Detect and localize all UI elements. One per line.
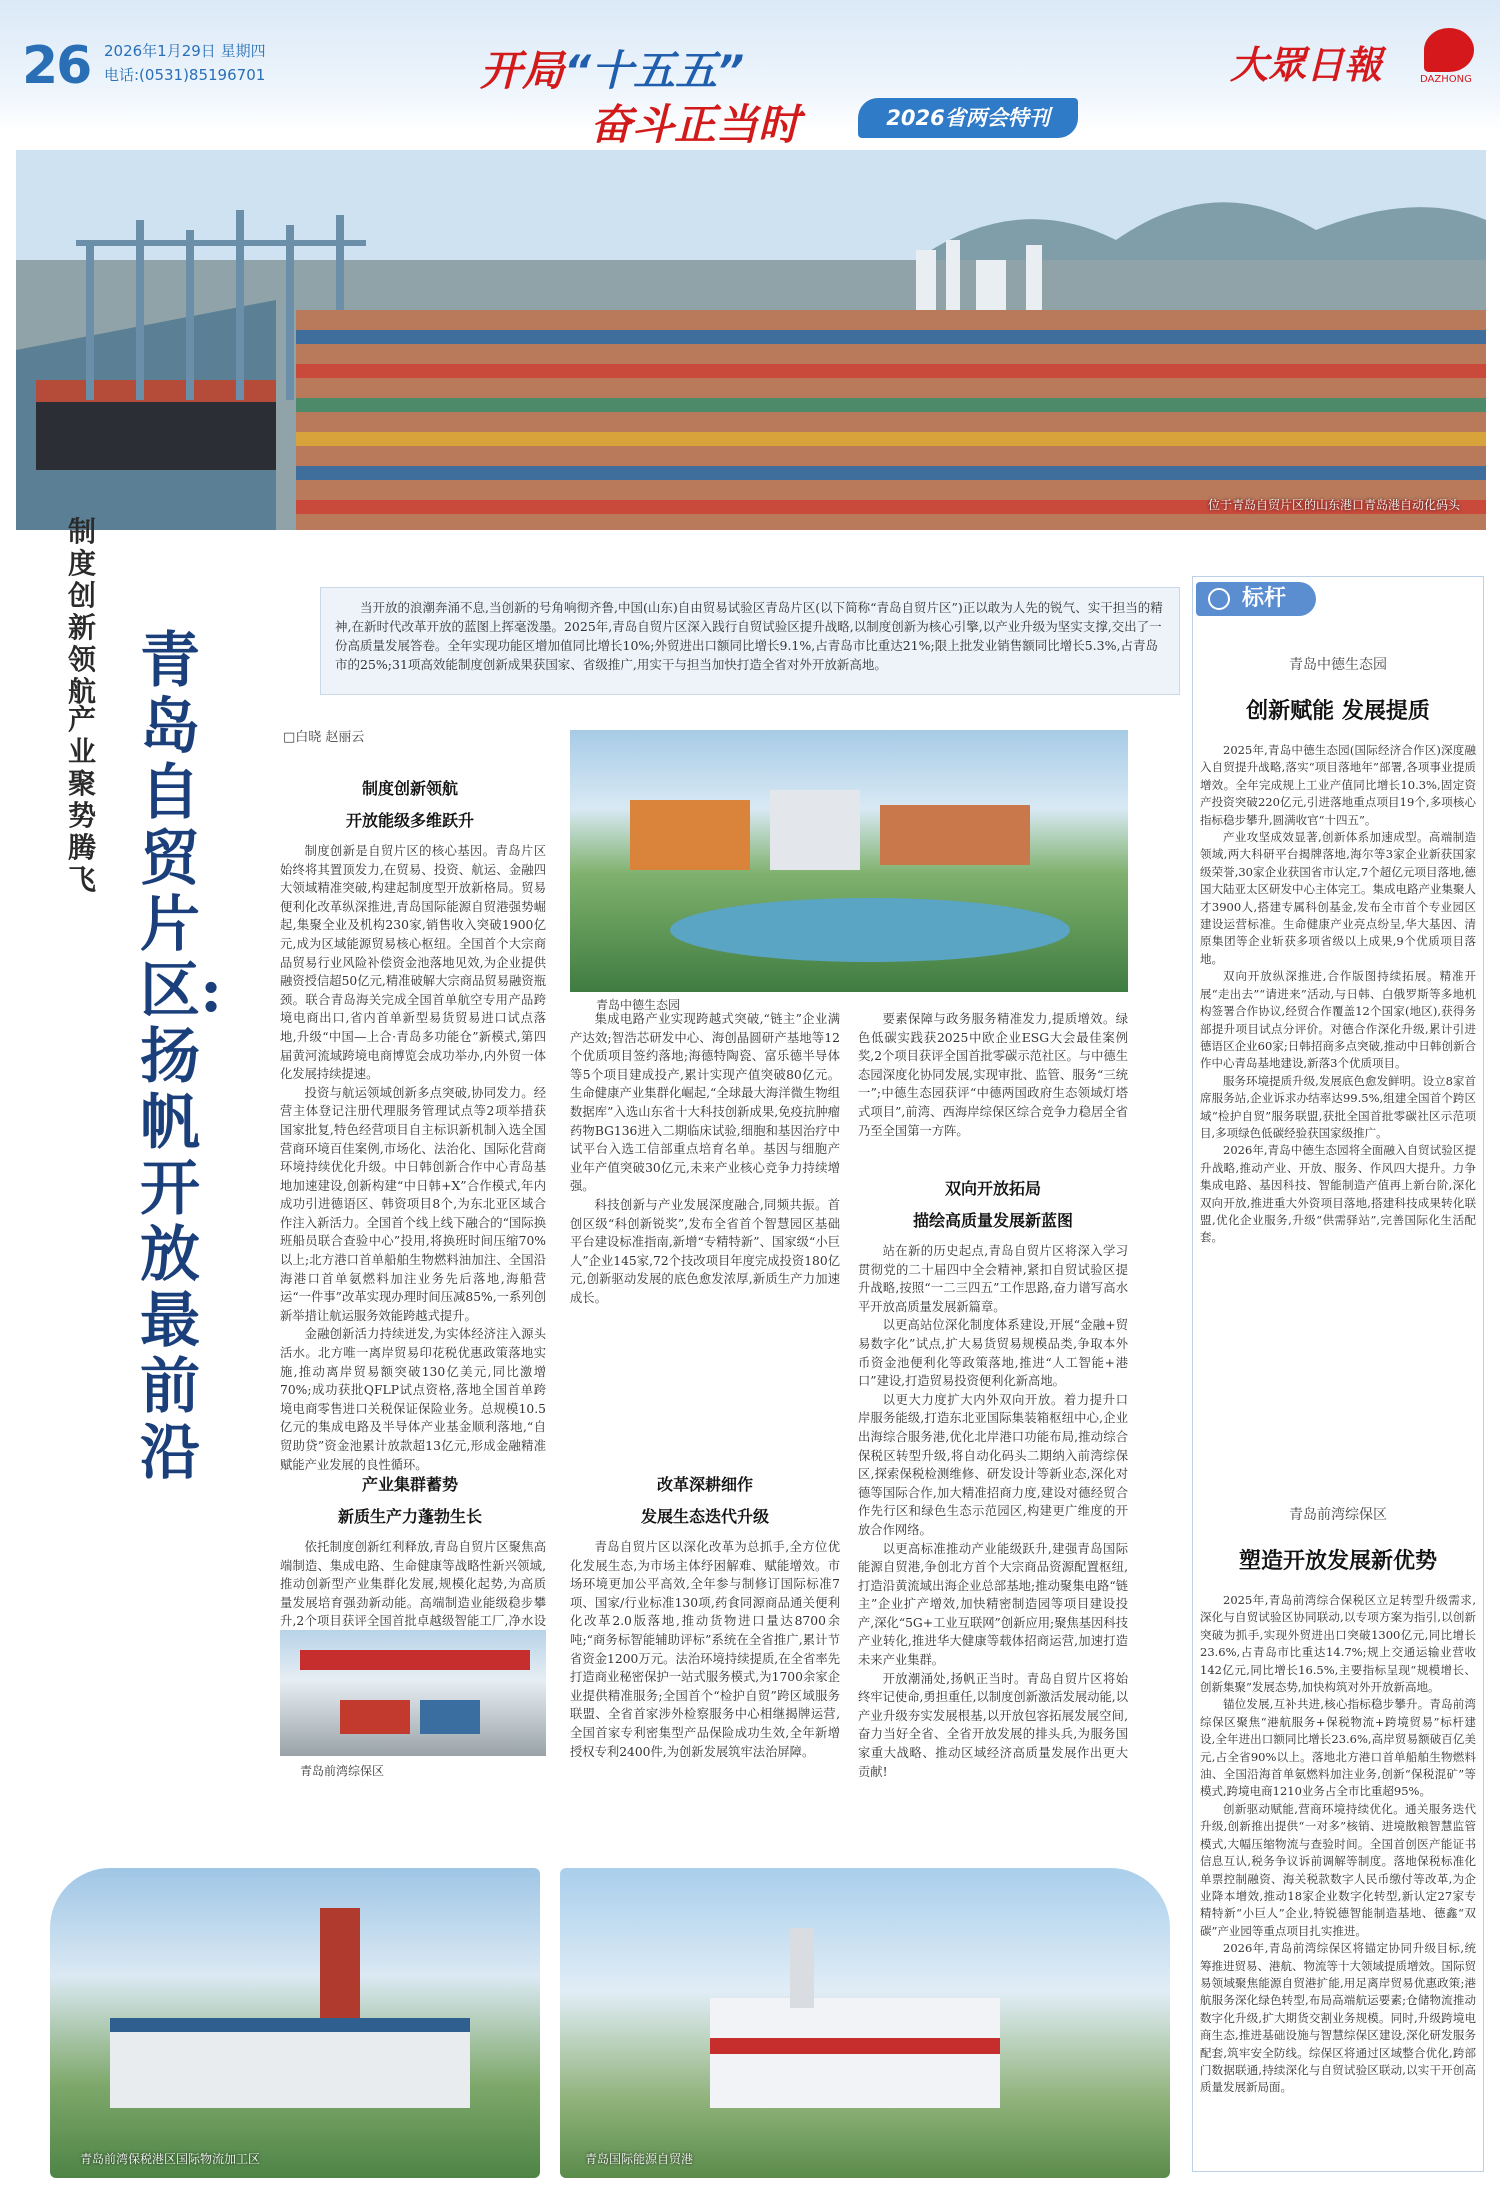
- bottom-right-illustration: [560, 1868, 1170, 2178]
- section4-title2: 发展生态迭代升级: [640, 1507, 769, 1526]
- paragraph: 2026年,青岛中德生态园将全面融入自贸试验区提升战略,推动产业、开放、服务、作风四大提升。力争集成电路、基因科技、智能制造产值再上新台阶,深化双向开放,推进重大外资项目落地,搭建科技成果转化联盟,优化企业服务,升级“供需驿站”,完善国际化生活配套。: [1200, 1143, 1476, 1245]
- bottom-left-caption: 青岛前湾保税港区国际物流加工区: [80, 2152, 261, 2166]
- section1-title1: 制度创新领航: [361, 779, 458, 798]
- sidebar-block1-head: 创新赋能 发展提质: [1246, 698, 1430, 724]
- paragraph: 以更高站位深化制度体系建设,开展“金融+贸易数字化”试点,扩大易货贸易规模品类,争取本外币资金池便利化等政策落地,推进“人工智能+港口”建设,打造贸易投资便利化新高地。: [858, 1318, 1128, 1389]
- newspaper-logo: 大眾日報: [1230, 42, 1383, 87]
- lake: [670, 898, 1070, 962]
- hero-caption: 位于青岛自贸片区的山东港口青岛港自动化码头: [1207, 498, 1460, 512]
- section4-title1: 改革深耕细作: [656, 1475, 753, 1494]
- paragraph: 依托制度创新红利释放,青岛自贸片区聚焦高端制造、集成电路、生命健康等战略性新兴领域,推动创新型产业集群化发展,规模化起势,为高质量发展培育强劲新动能。高端制造业能级稳步攀升,2个项目获评全国首批卓越级智能工厂,净水设: [280, 1540, 546, 1629]
- building: [880, 805, 1030, 865]
- main-headline: 青岛自贸片区:扬帆开放最前沿: [140, 626, 223, 1488]
- section3-body2: [858, 1242, 1128, 1779]
- page-number: 26: [22, 36, 91, 96]
- paragraph: 2025年,青岛前湾综合保税区立足转型升级需求,深化与自贸试验区协同联动,以专项方案为指引,以创新突破为抓手,实现外贸进出口突破1300亿元,同比增长23.6%,占青岛市比重达14.7%;规上交通运输业营收142亿元,同比增长16.5%,主要指标呈现“规模增长、创新集聚”发展态势,加快构筑对外开放新高地。: [1200, 1593, 1476, 1695]
- paragraph: 双向开放纵深推进,合作版图持续拓展。精准开展“走出去”“请进来”活动,与日韩、白俄罗斯等多地机构签署合作协议,经贸合作覆盖12个国家(地区),获得务部提升项目试点分评价。对德合作深化升级,累计引进德语区企业60家;日韩招商多点突破,推动中日韩创新合作中心青岛基地建设,新落3个优质项目。: [1200, 969, 1476, 1071]
- sidebar-block1-body: [1200, 742, 1476, 1488]
- logo-emblem-icon: [1424, 28, 1474, 72]
- building: [770, 790, 860, 870]
- special-issue-ribbon: 2026省两会特刊: [858, 98, 1078, 138]
- bottom-left-illustration: [50, 1868, 540, 2178]
- special-title-line2: 奋斗正当时: [590, 100, 801, 149]
- subheadline-1: 制度创新领航: [68, 515, 97, 708]
- flag-icon: [1208, 588, 1230, 610]
- building-banner: [710, 2038, 1000, 2054]
- paragraph: 科技创新与产业发展深度融合,同频共振。首创区级“科创新锐奖”,发布全省首个智慧园区基础平台建设标准指南,新增“专精特新”、国家级“小巨人”企业145家,72个技改项目年度完成投资180亿元,创新驱动发展的底色愈发浓厚,新质生产力加速成长。: [570, 1197, 840, 1305]
- paragraph: 集成电路产业实现跨越式突破,“链主”企业满产达效;智浩芯研发中心、海创晶圆研产基地等12个优质项目签约落地;海德特陶瓷、富乐德半导体等5个项目建成投产,累计实现产值突破80亿元。生命健康产业集群化崛起,“全球最大海洋微生物组数据库”入选山东省十大科技创新成果,免疫抗肿瘤药物BG136进入二期临床试验,细胞和基因治疗中试平台入选工信部重点培育名单。基因与细胞产业年产值突破30亿元,未来产业核心竞争力持续增强。: [570, 1012, 840, 1194]
- sidebar-tag: 标杆: [1196, 582, 1316, 616]
- zhongde-caption: 青岛中德生态园: [596, 998, 681, 1012]
- sidebar-block2-body: [1200, 1592, 1476, 2164]
- paragraph: 投资与航运领域创新多点突破,协同发力。经营主体登记注册代理服务管理试点等2项举措获国家批复,特色经营项目自主标识新机制入选全国营商环境百佳案例,市场化、法治化、国际化营商环境持续优化升级。中日韩创新合作中心青岛基地加速建设,创新构建“中日韩+X”合作模式,年内成功引进德语区、韩资项目8个,为东北亚区域合作注入新活力。全国首个线上线下融合的“国际换班船员联合查验中心”投用,将换班时间压缩70%以上;北方港口首单船舶生物燃料油加注、全国沿海港口首单氨燃料加注业务先后落地,海船营运“一件事”改革实现办理时间压减85%,一系列创新举措让航运服务效能跨越式提升。: [280, 1085, 546, 1323]
- sidebar-block2-kicker: 青岛前湾综保区: [1289, 1507, 1387, 1523]
- section3-title1: 双向开放拓局: [944, 1179, 1041, 1198]
- container-ship: [36, 400, 276, 470]
- section1-title2: 开放能级多维跃升: [345, 811, 474, 830]
- paragraph: 以更大力度扩大内外双向开放。着力提升口岸服务能级,打造东北亚国际集装箱枢纽中心,企业出海综合服务港,优化北岸港口功能布局,推动综合保税区转型升级,将自动化码头二期纳入前湾综保区,探索保税检测维修、研发设计等新业态,深化对德等国际合作,加大精准招商力度,建设对德经贸合作先行区和绿色生态示范园区,构建更广维度的开放合作网络。: [858, 1392, 1128, 1537]
- building: [630, 800, 750, 870]
- section2-title1: 产业集群蓄势: [361, 1475, 458, 1494]
- author-byline: □白晓 赵丽云: [283, 730, 365, 745]
- paragraph: 要素保障与政务服务精准发力,提质增效。绿色低碳实践获2025中欧企业ESG大会最佳案例奖,2个项目获评全国首批零碳示范社区。与中德生态园深度化协同发展,实现审批、监管、服务“三统一”;中德生态园获评“中德两国政府生态领域灯塔式项目”,前湾、西海岸综保区综合竞争力稳居全省乃至全国第一方阵。: [858, 1012, 1128, 1138]
- zhongde-illustration: [570, 730, 1128, 992]
- title-quote: “十五五”: [564, 46, 745, 95]
- section3-body: [858, 1010, 1128, 1170]
- roofline: [110, 2018, 470, 2032]
- qianwan-illustration: [280, 1630, 546, 1756]
- sidebar-block2-head: 塑造开放发展新优势: [1238, 1548, 1437, 1574]
- tower: [320, 1908, 360, 2018]
- gate-sign: [300, 1650, 530, 1670]
- paragraph: 制度创新是自贸片区的核心基因。青岛片区始终将其置顶发力,在贸易、投资、航运、金融四大领域精准突破,构建起制度型开放新格局。贸易便利化改革纵深推进,青岛国际能源自贸港强势崛起,集聚全业及机构230家,销售收入突破1900亿元,成为区域能源贸易核心枢纽。全国首个大宗商品贸易行业风险补偿资金池落地见效,为企业提供融资授信超50亿元,精准破解大宗商品贸易融资瓶颈。联合青岛海关完成全国首单航空专用产品跨境电商出口,省内首单新型易货贸易进口试点落地,升级“中国—上合·青岛多功能仓”新模式,第四届黄河流域跨境电商博览会成功举办,内外贸一体化发展持续提速。: [280, 844, 546, 1082]
- phone-line: 电话:(0531)85196701: [104, 66, 266, 84]
- section4-body: [570, 1538, 840, 1776]
- subheadline-2: 产业聚势腾飞: [68, 703, 97, 896]
- paragraph: 产业攻坚成效显著,创新体系加速成型。高端制造领域,两大科研平台揭牌落地,海尔等3家企业新获国家级荣誉,30家企业获国省市认定,7个超亿元项目落地,德国大陆亚太区研发中心主体完工。集成电路产业集聚人才3900人,搭建专属科创基金,发布全市首个专业园区建设运营标准。生命健康产业亮点纷呈,华大基因、清原集团等企业斩获多项省级以上成果,9个优质项目落地。: [1200, 830, 1476, 966]
- paragraph: 站在新的历史起点,青岛自贸片区将深入学习贯彻党的二十届四中全会精神,紧扣自贸试验区提升战略,按照“一二三四五”工作思路,奋力谱写高水平开放高质量发展新篇章。: [858, 1244, 1128, 1314]
- section2-body-start: [280, 1538, 546, 1629]
- paragraph: 以更高标准推动产业能级跃升,建强青岛国际能源自贸港,争创北方首个大宗商品资源配置枢纽,打造沿黄流域出海企业总部基地;推动聚集电路“链主”企业扩产增效,加快精密制造园等项目建设投产,深化“5G+工业互联网”创新应用;聚焦基因科技产业转化,推进华大健康等载体招商运营,加速打造未来产业集群。: [858, 1541, 1128, 1668]
- bottom-right-photo: [560, 1868, 1170, 2178]
- truck: [420, 1700, 480, 1734]
- title-prefix: 开局: [480, 46, 565, 95]
- date-line: 2026年1月29日 星期四: [104, 42, 266, 60]
- tower: [790, 1928, 814, 2008]
- paragraph: 开放潮涌处,扬帆正当时。青岛自贸片区将始终牢记使命,勇担重任,以制度创新激活发展动能,以产业升级夯实发展根基,以开放包容拓展发展空间,奋力当好全省、全省开放发展的排头兵,为服务国家重大战略、推动区域经济高质量发展作出更大贡献!: [858, 1671, 1128, 1779]
- paragraph: 创新驱动赋能,营商环境持续优化。通关服务迭代升级,创新推出提供“一对多”核销、进境散粮智慧监管模式,大幅压缩物流与查验时间。全国首创医产能证书信息互认,税务争议诉前调解等制度。落地保税标准化单票控制融资、海关税款数字人民币缴付等改革,为企业降本增效,推动18家企业数字化转型,新认定27家专精特新“小巨人”企业,特锐德智能制造基地、德鑫“双碳”产业园等重点项目扎实推进。: [1200, 1801, 1476, 1938]
- qianwan-gate-photo: [280, 1630, 546, 1756]
- paragraph: 2025年,青岛中德生态园(国际经济合作区)深度融入自贸提升战略,落实“项目落地年”部署,各项事业提质增效。全年完成规上工业产值同比增长10.3%,固定资产投资突破220亿元,引进落地重点项目19个,多项核心指标稳步攀升,圆满收官“十四五”。: [1200, 743, 1476, 827]
- bottom-left-photo: [50, 1868, 540, 2178]
- truck: [340, 1700, 410, 1734]
- section2-title2: 新质生产力蓬勃生长: [337, 1507, 482, 1526]
- paragraph: 金融创新活力持续迸发,为实体经济注入源头活水。北方唯一离岸贸易印花税优惠政策落地实施,推动离岸贸易额突破130亿美元,同比激增70%;成功获批QFLP试点资格,落地全国首单跨境电商零售进口关税保证保险业务。总规模10.5亿元的集成电路及半导体产业基金顺利落地,“自贸助贷”资金池累计放款超13亿元,形成金融精准赋能产业发展的良性循环。: [280, 1327, 546, 1472]
- sidebar-block1-kicker: 青岛中德生态园: [1289, 657, 1387, 673]
- paragraph: 2026年,青岛前湾综保区将锚定协同升级目标,统筹推进贸易、港航、物流等十大领域提质增效。国际贸易领域聚焦能源自贸港扩能,用足离岸贸易优惠政策;港航服务深化绿色转型,布局高端航运要素;仓储物流推动数字化升级,扩大期货交割业务规模。同时,升级跨境电商生态,推进基础设施与智慧综保区建设,深化研发服务配套,筑牢安全防线。综保区将通过区域整合优化,跨部门数据联通,持续深化与自贸试验区联动,以实干开创高质量发展新局面。: [1200, 1941, 1476, 2095]
- lead-paragraph: 当开放的浪潮奔涌不息,当创新的号角响彻齐鲁,中国(山东)自由贸易试验区青岛片区(以下简称“青岛自贸片区”)正以敢为人先的锐气、实干担当的精神,在新时代改革开放的蓝图上挥毫泼墨。2025年,青岛自贸片区深入践行自贸试验区提升战略,以制度创新为核心引擎,以产业升级为坚实支撑,交出了一份高质量发展答卷。全年实现功能区增加值同比增长10%;外贸进出口额同比增长9.1%,占青岛市比重达21%;限上批发业销售额同比增长5.3%,占青岛市的25%;31项高效能制度创新成果获国家、省级推广,用实干与担当加快打造全省对外开放新高地。: [320, 587, 1180, 695]
- paragraph: 青岛自贸片区以深化改革为总抓手,全方位优化发展生态,为市场主体纾困解难、赋能增效。市场环境更加公平高效,全年参与制修订国际标准7项、国家/行业标准130项,药食同源商品通关便利化改革2.0版落地,推动货物进口量达8700余吨;“商务标智能辅助评标”系统在全省推广,累计节省资金1200万元。法治环境持续提质,在全省率先打造商业秘密保护一站式服务模式,为1700余家企业提供精准服务;全国首个“检护自贸”跨区域服务联盟、全省首家涉外检察服务中心相继揭牌运营,全国首家专利密集型产品保险成功生效,全年新增授权专利2400件,为创新发展筑牢法治屏障。: [570, 1540, 840, 1759]
- section3-title2: 描绘高质量发展新蓝图: [912, 1211, 1073, 1230]
- port-illustration: [16, 150, 1486, 530]
- special-title-line1: [480, 38, 744, 98]
- logo-subtitle: DAZHONG: [1420, 74, 1472, 85]
- zhongde-park-photo: [570, 730, 1128, 992]
- middle-column-body: [570, 1010, 840, 1450]
- qianwan-caption: 青岛前湾综保区: [300, 1764, 385, 1778]
- section1-body: [280, 842, 546, 1472]
- paragraph: 锚位发展,互补共进,核心指标稳步攀升。青岛前湾综保区聚焦“港航服务+保税物流+跨境贸易”标杆建设,全年进出口额同比增长23.6%,高岸贸易额破百亿美元,占全省90%以上。落地北方港口首单船舶生物燃料油、全国沿海首单氨燃料加注业务,创新“保税混矿”等模式,跨境电商1210业务占全市比重超95%。: [1200, 1697, 1476, 1799]
- hero-port-photo: [16, 150, 1486, 530]
- bottom-right-caption: 青岛国际能源自贸港: [585, 2152, 694, 2166]
- paragraph: 服务环境提质升级,发展底色愈发鲜明。设立8家首席服务站,企业诉求办结率达99.5%,组建全国首个跨区域“检护自贸”服务联盟,获批全国首批零碳社区示范项目,多项绿色低碳经验获国家级推广。: [1200, 1073, 1476, 1140]
